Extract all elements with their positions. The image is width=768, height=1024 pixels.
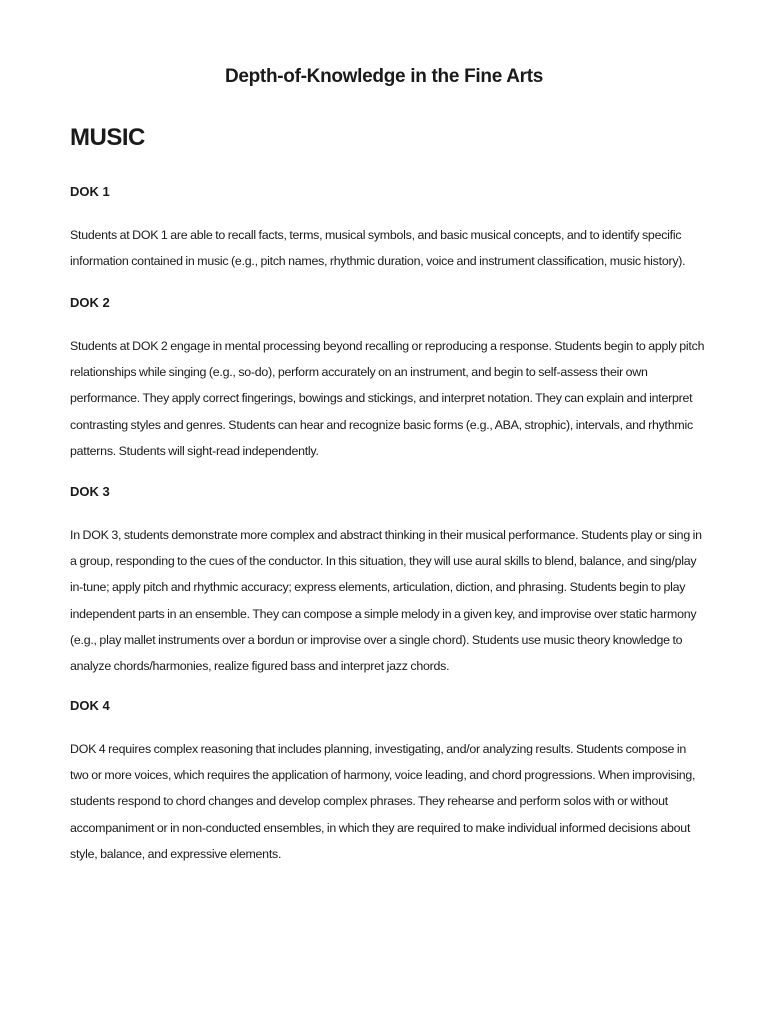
dok-3-heading: DOK 3	[70, 484, 110, 499]
document-title: Depth-of-Knowledge in the Fine Arts	[224, 66, 544, 87]
dok-2-heading: DOK 2	[70, 295, 110, 310]
dok-1-heading: DOK 1	[70, 184, 110, 199]
dok-3-description: In DOK 3, students demonstrate more complex and abstract thinking in their musical performance. Students play or sing in a group, responding to the cues of the conductor. In this situation, they will use aural skills to blend, balance, and sing/play in-tune; apply pitch and rhythmic accuracy; express elements, articulation, diction, and phrasing. Students begin to play independent parts in an ensemble. They can compose a simple melody in a given key, and improvise over static harmony (e.g., play mallet instruments over a bordun or improvise over a single chord). Students use music theory knowledge to analyze chords/harmonies, realize figured bass and interpret jazz chords.	[70, 528, 702, 674]
dok-4-heading: DOK 4	[70, 698, 110, 713]
section-title: MUSIC	[70, 124, 145, 151]
dok-2-description: Students at DOK 2 engage in mental processing beyond recalling or reproducing a response. Students begin to apply pitch relationships while singing (e.g., so-do), perform accurately on an instrument, and begin to self-assess their own performance. They apply correct fingerings, bowings and stickings, and interpret notation. They can explain and interpret contrasting styles and genres. Students can hear and recognize basic forms (e.g., ABA, strophic), intervals, and rhythmic patterns. Students will sight-read independently.	[70, 339, 705, 458]
dok-4-description: DOK 4 requires complex reasoning that includes planning, investigating, and/or analyzing results. Students compose in two or more voices, which requires the application of harmony, voice leading, and chord progressions. When improvising, students respond to chord changes and develop complex phrases. They rehearse and perform solos with or without accompaniment or in non-conducted ensembles, in which they are required to make individual informed decisions about style, balance, and expressive elements.	[70, 742, 696, 861]
dok-1-description: Students at DOK 1 are able to recall facts, terms, musical symbols, and basic musical concepts, and to identify specific information contained in music (e.g., pitch names, rhythmic duration, voice and instrument classification, music history).	[70, 228, 686, 269]
